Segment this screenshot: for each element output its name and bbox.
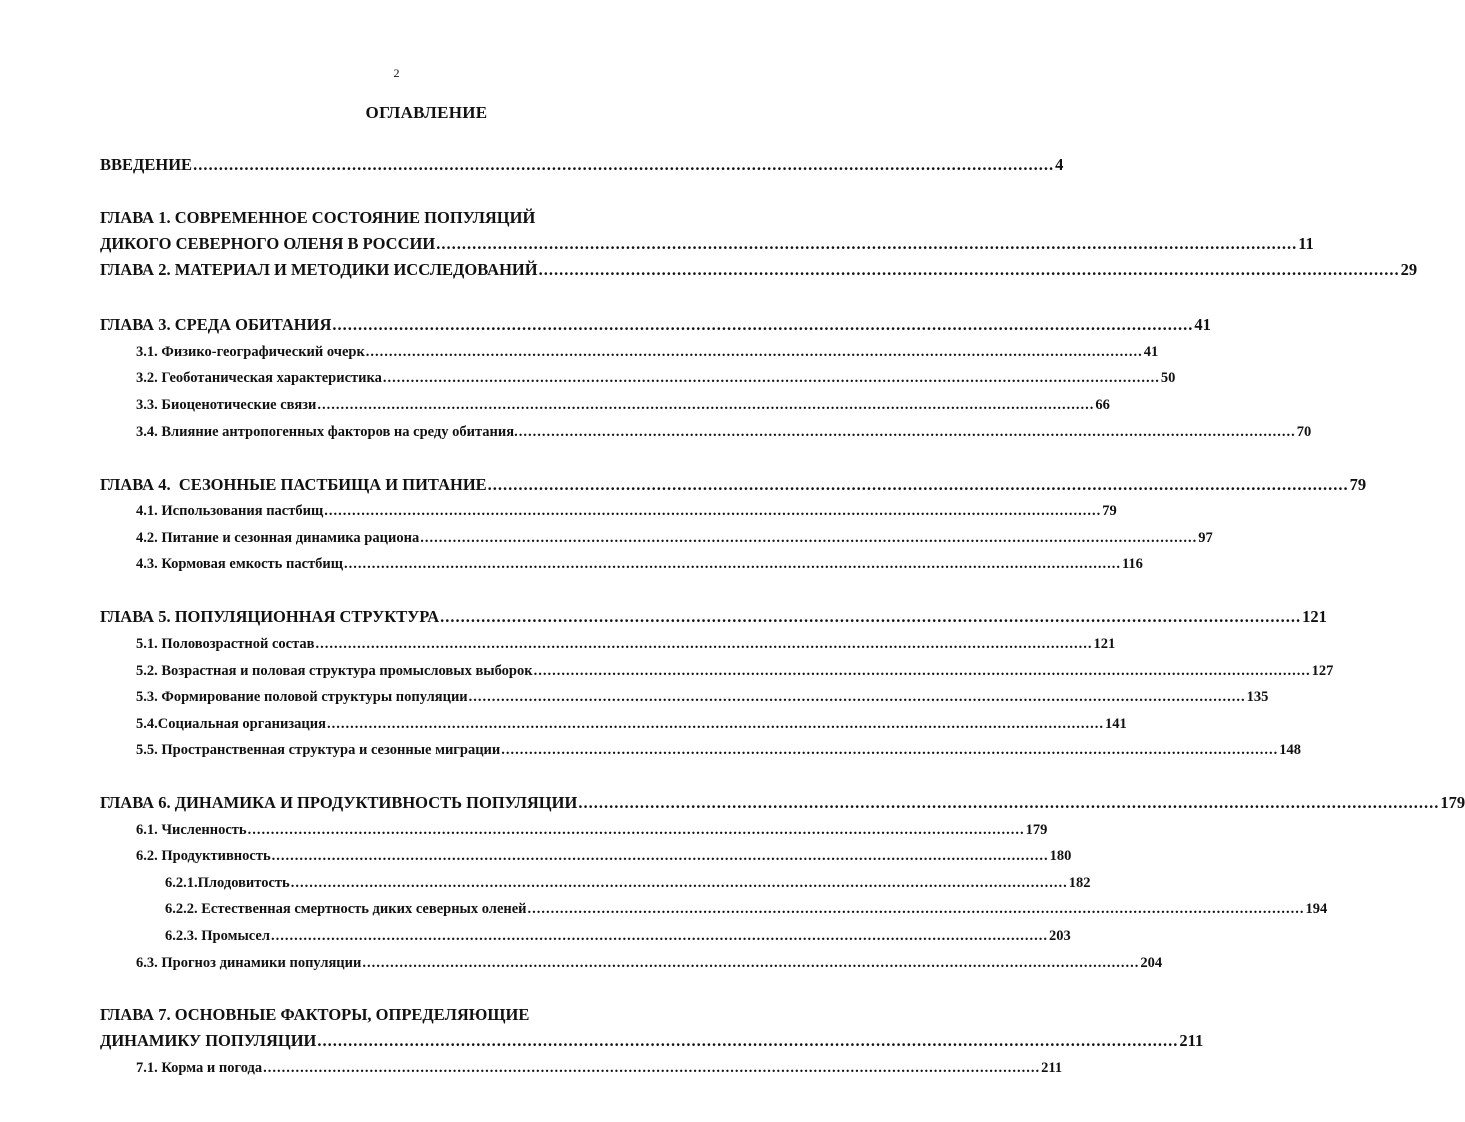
toc-entry-page: 127 bbox=[1311, 663, 1334, 679]
toc-entry-ch4 bbox=[100, 474, 1367, 496]
toc-entry-ch7-line1: ГЛАВА 7. ОСНОВНЫЕ ФАКТОРЫ, ОПРЕДЕЛЯЮЩИЕ bbox=[100, 1005, 530, 1024]
toc-entry-5-2 bbox=[136, 660, 1334, 682]
toc-leader: ........................................................................................................................................................................ bbox=[538, 260, 1400, 279]
toc-entry-4-1 bbox=[136, 500, 1117, 522]
toc-entry-6-2-1 bbox=[165, 872, 1091, 894]
toc-leader: ........................................................................................................................................................................ bbox=[578, 793, 1440, 812]
toc-leader: ........................................................................................................................................................................ bbox=[193, 155, 1055, 174]
toc-entry-label: ГЛАВА 2. МАТЕРИАЛ И МЕТОДИКИ ИССЛЕДОВАНИЙ bbox=[100, 260, 538, 279]
toc-entry-page: 79 bbox=[1349, 475, 1367, 494]
toc-leader: ........................................................................................................................................................................ bbox=[343, 556, 1121, 572]
toc-entry-label: 3.2. Геоботаническая характеристика bbox=[136, 370, 382, 386]
toc-entry-6-3 bbox=[136, 952, 1163, 974]
toc-entry-page: 70 bbox=[1296, 424, 1312, 440]
toc-entry-label: 7.1. Корма и погода bbox=[136, 1060, 263, 1076]
toc-entry-6-2 bbox=[136, 845, 1072, 867]
toc-entry-label: 4.2. Питание и сезонная динамика рациона bbox=[136, 530, 420, 546]
toc-entry-label: 6.2.2. Естественная смертность диких северных оленей bbox=[165, 901, 527, 917]
toc-entry-label: ВВЕДЕНИЕ bbox=[100, 155, 193, 174]
toc-entry-intro bbox=[100, 154, 1064, 176]
toc-leader: ........................................................................................................................................................................ bbox=[365, 344, 1143, 360]
toc-entry-label: 5.4.Социальная организация bbox=[136, 716, 326, 732]
toc-entry-5-3 bbox=[136, 686, 1269, 708]
toc-leader: ........................................................................................................................................................................ bbox=[290, 875, 1068, 891]
toc-entry-page: 79 bbox=[1102, 503, 1117, 519]
toc-leader: ........................................................................................................................................................................ bbox=[317, 1031, 1179, 1050]
toc-entry-6-1 bbox=[136, 819, 1048, 841]
toc-entry-ch3 bbox=[100, 314, 1211, 336]
toc-leader: ........................................................................................................................................................................ bbox=[271, 848, 1049, 864]
toc-entry-label: 4.3. Кормовая емкость пастбищ bbox=[136, 556, 343, 572]
toc-entry-page: 182 bbox=[1068, 875, 1091, 891]
toc-leader: ........................................................................................................................................................................ bbox=[487, 475, 1349, 494]
toc-entry-6-2-3 bbox=[165, 925, 1071, 947]
toc-entry-label: 5.5. Пространственная структура и сезонные миграции bbox=[136, 742, 501, 758]
toc-entry-page: 29 bbox=[1400, 260, 1418, 279]
toc-entry-label: 5.1. Половозрастной состав bbox=[136, 636, 315, 652]
toc-leader: ........................................................................................................................................................................ bbox=[436, 234, 1298, 253]
toc-entry-5-5 bbox=[136, 739, 1302, 761]
toc-entry-page: 11 bbox=[1298, 234, 1314, 253]
toc-entry-label: ГЛАВА 4. СЕЗОННЫЕ ПАСТБИЩА И ПИТАНИЕ bbox=[100, 475, 487, 494]
toc-leader: ........................................................................................................................................................................ bbox=[533, 663, 1311, 679]
toc-leader: ........................................................................................................................................................................ bbox=[270, 928, 1048, 944]
toc-leader: ........................................................................................................................................................................ bbox=[317, 397, 1095, 413]
toc-entry-page: 204 bbox=[1140, 955, 1163, 971]
toc-entry-label: 5.2. Возрастная и половая структура промысловых выборок bbox=[136, 663, 533, 679]
toc-leader: ........................................................................................................................................................................ bbox=[263, 1060, 1041, 1076]
toc-entry-label: 5.3. Формирование половой структуры популяции bbox=[136, 689, 468, 705]
toc-entry-page: 148 bbox=[1279, 742, 1302, 758]
toc-entry-page: 66 bbox=[1095, 397, 1110, 413]
toc-entry-3-4 bbox=[136, 421, 1312, 443]
toc-entry-5-4 bbox=[136, 713, 1127, 735]
toc-entry-ch2 bbox=[100, 259, 1418, 281]
toc-entry-label: 6.3. Прогноз динамики популяции bbox=[136, 955, 362, 971]
toc-entry-label: 6.2.3. Промысел bbox=[165, 928, 270, 944]
toc-entry-ch7 bbox=[100, 1030, 1204, 1052]
toc-entry-page: 121 bbox=[1302, 607, 1327, 626]
toc-entry-label: 3.1. Физико-географический очерк bbox=[136, 344, 365, 360]
toc-entry-label: ГЛАВА 5. ПОПУЛЯЦИОННАЯ СТРУКТУРА bbox=[100, 607, 440, 626]
toc-entry-page: 180 bbox=[1049, 848, 1072, 864]
toc-title: ОГЛАВЛЕНИЕ bbox=[365, 103, 488, 122]
toc-entry-label: ГЛАВА 3. СРЕДА ОБИТАНИЯ bbox=[100, 315, 332, 334]
toc-entry-page: 141 bbox=[1104, 716, 1127, 732]
toc-entry-label: ГЛАВА 6. ДИНАМИКА И ПРОДУКТИВНОСТЬ ПОПУЛЯЦИИ bbox=[100, 793, 578, 812]
toc-leader: ........................................................................................................................................................................ bbox=[315, 636, 1093, 652]
toc-entry-4-2 bbox=[136, 527, 1213, 549]
toc-entry-page: 211 bbox=[1179, 1031, 1204, 1050]
toc-entry-5-1 bbox=[136, 633, 1116, 655]
toc-entry-page: 179 bbox=[1025, 822, 1048, 838]
toc-entry-6-2-2 bbox=[165, 898, 1328, 920]
toc-leader: ........................................................................................................................................................................ bbox=[332, 315, 1194, 334]
toc-entry-ch5 bbox=[100, 606, 1327, 628]
toc-entry-label: 6.1. Численность bbox=[136, 822, 247, 838]
toc-leader: ........................................................................................................................................................................ bbox=[468, 689, 1246, 705]
toc-leader: ........................................................................................................................................................................ bbox=[382, 370, 1160, 386]
toc-entry-page: 97 bbox=[1198, 530, 1213, 546]
toc-entry-page: 194 bbox=[1305, 901, 1328, 917]
page-number: 2 bbox=[393, 66, 400, 80]
toc-leader: ........................................................................................................................................................................ bbox=[527, 901, 1305, 917]
toc-entry-page: 203 bbox=[1048, 928, 1071, 944]
toc-entry-label: 3.4. Влияние антропогенных факторов на среду обитания. bbox=[136, 424, 518, 440]
toc-entry-ch1 bbox=[100, 233, 1314, 255]
toc-leader: ........................................................................................................................................................................ bbox=[247, 822, 1025, 838]
toc-entry-3-3 bbox=[136, 394, 1110, 416]
toc-entry-page: 116 bbox=[1121, 556, 1143, 572]
toc-entry-7-1 bbox=[136, 1057, 1063, 1079]
toc-entry-label: 6.2. Продуктивность bbox=[136, 848, 271, 864]
toc-leader: ........................................................................................................................................................................ bbox=[501, 742, 1279, 758]
toc-leader: ........................................................................................................................................................................ bbox=[324, 503, 1102, 519]
toc-leader: ........................................................................................................................................................................ bbox=[440, 607, 1302, 626]
toc-entry-ch6 bbox=[100, 792, 1465, 814]
toc-entry-page: 179 bbox=[1440, 793, 1465, 812]
toc-leader: ........................................................................................................................................................................ bbox=[518, 424, 1296, 440]
toc-entry-page: 41 bbox=[1143, 344, 1159, 360]
toc-entry-ch1-line1: ГЛАВА 1. СОВРЕМЕННОЕ СОСТОЯНИЕ ПОПУЛЯЦИЙ bbox=[100, 208, 536, 227]
toc-entry-label: ДИНАМИКУ ПОПУЛЯЦИИ bbox=[100, 1031, 317, 1050]
toc-entry-label: 4.1. Использования пастбищ bbox=[136, 503, 324, 519]
toc-entry-page: 41 bbox=[1194, 315, 1211, 334]
toc-entry-label: 3.3. Биоценотические связи bbox=[136, 397, 317, 413]
toc-entry-3-1 bbox=[136, 341, 1159, 363]
toc-entry-3-2 bbox=[136, 367, 1176, 389]
toc-entry-page: 50 bbox=[1160, 370, 1176, 386]
toc-entry-4-3 bbox=[136, 553, 1143, 575]
toc-entry-label: ДИКОГО СЕВЕРНОГО ОЛЕНЯ В РОССИИ bbox=[100, 234, 436, 253]
toc-entry-page: 4 bbox=[1055, 155, 1064, 174]
toc-leader: ........................................................................................................................................................................ bbox=[326, 716, 1104, 732]
toc-entry-page: 121 bbox=[1093, 636, 1116, 652]
toc-entry-label: 6.2.1.Плодовитость bbox=[165, 875, 290, 891]
toc-leader: ........................................................................................................................................................................ bbox=[420, 530, 1198, 546]
toc-leader: ........................................................................................................................................................................ bbox=[362, 955, 1140, 971]
toc-entry-page: 135 bbox=[1246, 689, 1269, 705]
toc-entry-page: 211 bbox=[1041, 1060, 1063, 1076]
